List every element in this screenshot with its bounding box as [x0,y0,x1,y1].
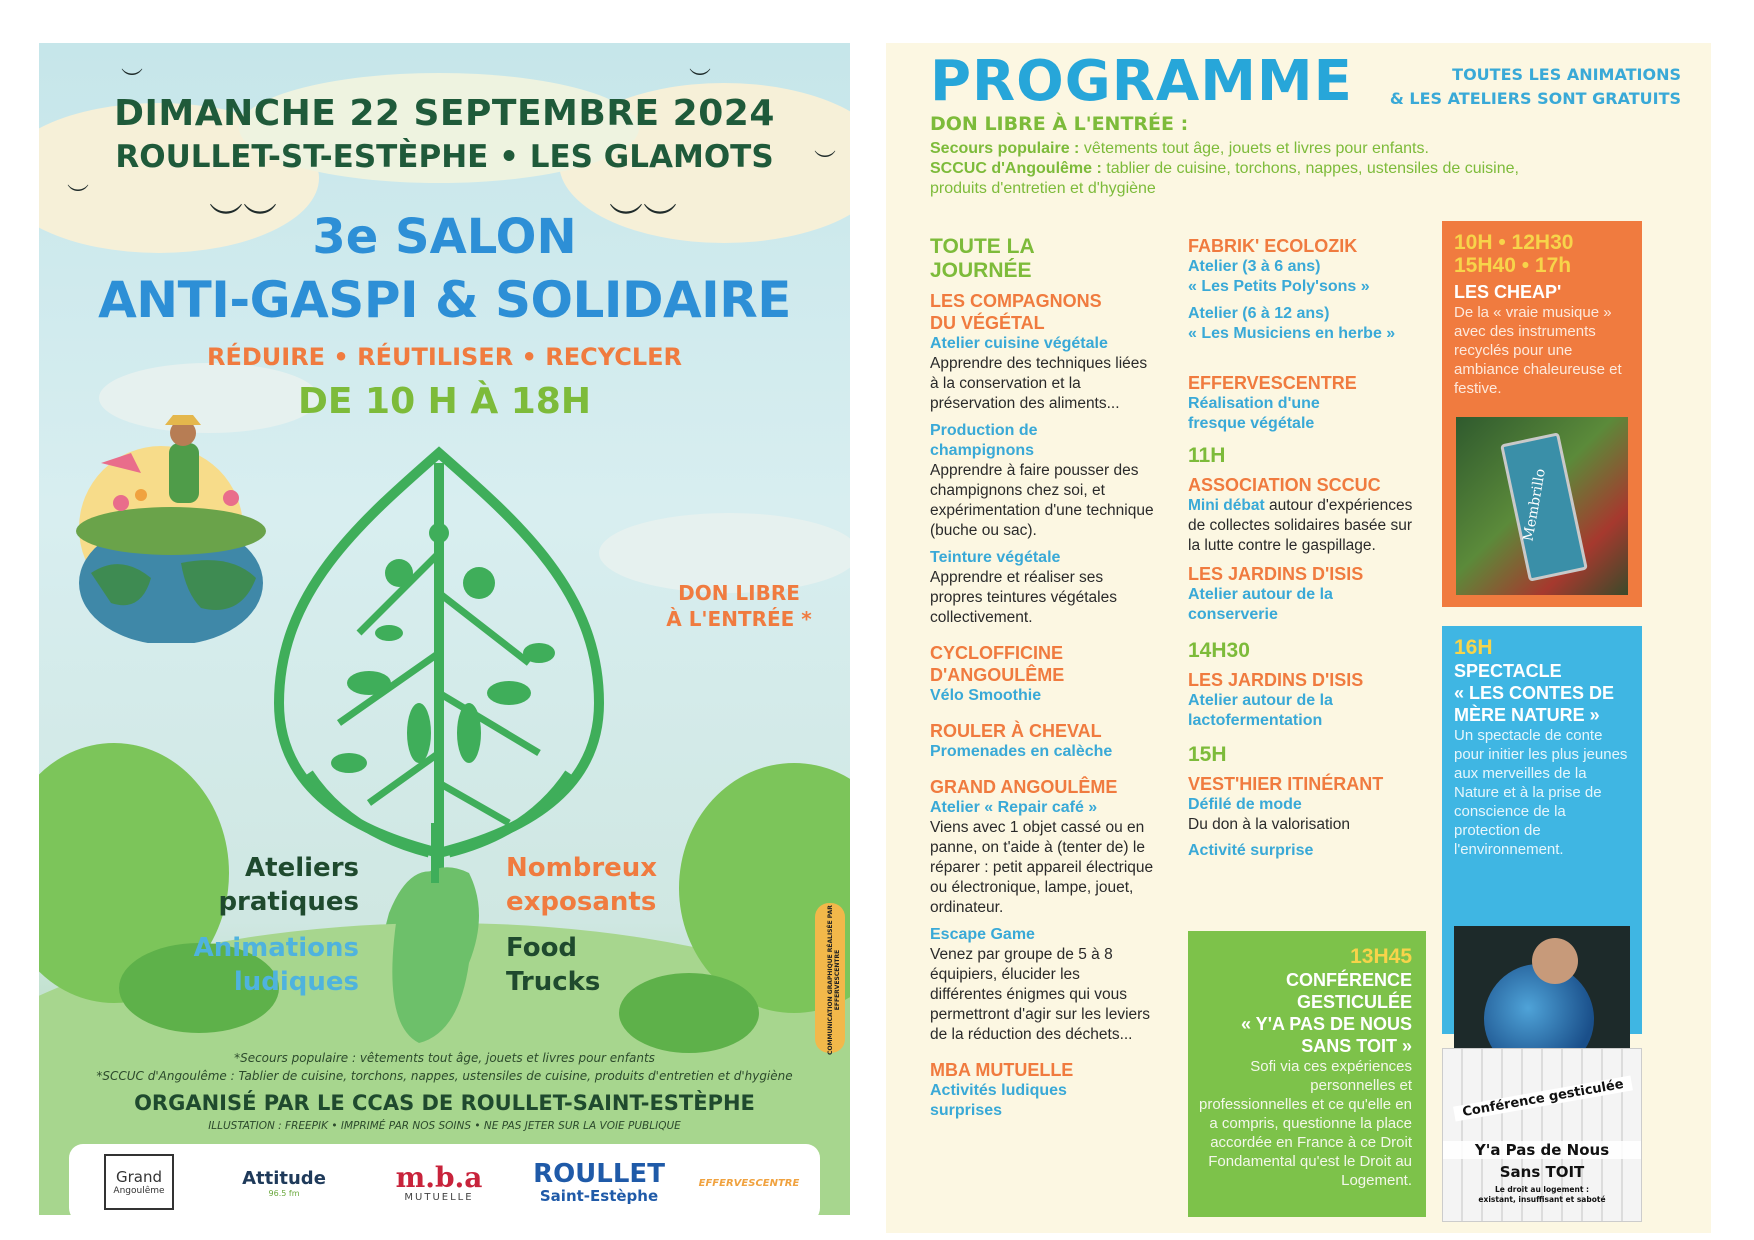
conference-poster [1442,1048,1642,1222]
defile-text: Défilé de mode [1188,796,1302,813]
assoc-heading: ASSOCIATION SCCUC [1188,475,1381,495]
cuisine-title: Atelier cuisine végétale [930,335,1108,352]
logo-attitude-sub: 96.5 fm [268,1189,300,1198]
programme-page [886,43,1711,1233]
feature-food [506,931,600,999]
mba-heading: MBA MUTUELLE [930,1060,1074,1080]
guitar-label: Membrillo [1520,467,1549,543]
don-valo-text: Du don à la valorisation [1188,816,1350,833]
cheap-time-1: 10H • 12H30 [1454,231,1574,254]
logo-attitude [229,1154,339,1212]
event-poster [39,43,850,1215]
spectacle-time: 16H [1454,636,1493,659]
spectacle-title-1: SPECTACLE [1454,661,1562,681]
poster-conf-line3: Sans TOIT [1499,1163,1585,1181]
musiciens-herbe: « Les Musiciens en herbe » [1188,325,1396,342]
logo-mba [369,1154,509,1212]
spectacle-title-3: MÈRE NATURE » [1454,705,1600,725]
time-15h: 15H [1188,743,1227,766]
don-sccuc-text: tablier de cuisine, torchons, nappes, ustensiles de cuisine, [1101,160,1519,177]
atelier-3-6: Atelier (3 à 6 ans) [1188,258,1321,275]
don-title: DON LIBRE À L'ENTRÉE : [930,113,1189,135]
compagnons-heading: LES COMPAGNONS DU VÉGÉTAL [930,291,1102,333]
organiser-line: ORGANISÉ PAR LE CCAS DE ROULLET-SAINT-ESTÈPHE [134,1091,755,1115]
cheval-heading: ROULER À CHEVAL [930,721,1102,741]
escape-title: Escape Game [930,926,1035,943]
conference-title-3: « Y'A PAS DE NOUS [1241,1014,1412,1034]
lacto-text: Atelier autour de la lactofermentation [1188,692,1333,729]
conference-text: Sofi via ces expériences personnelles et professionnelles et ce qu'elle en a compris, questionne la place accordée en France à ce Droit Fondamental qu'est le Droit au Logement. [1198,1058,1412,1189]
salon-title: ANTI-GASPI & SOLIDAIRE [98,271,791,329]
logo-roullet-text: ROULLET [533,1159,665,1189]
poster-conf-line2: Y'a Pas de Nous [1443,1141,1641,1159]
poster-conf-line4: Le droit au logement : [1494,1185,1590,1194]
isis1-heading: LES JARDINS D'ISIS [1188,564,1364,584]
repair-title: Atelier « Repair café » [930,799,1098,816]
free-notice [1390,63,1681,111]
program-column-1 [930,235,1155,1121]
guitar-shape [1500,432,1588,581]
don-secours-text: vêtements tout âge, jouets et livres pour enfants. [1079,140,1429,157]
cheap-time-2: 15H40 • 17h [1454,254,1572,277]
logo-effer-text: EFFERVESCENTRE [698,1177,800,1189]
bird-icon: ︶︶ [209,201,277,241]
bird-icon: ︶ [689,68,712,93]
mini-debat [1188,496,1418,556]
credit-vertical-text: COMMUNICATION GRAPHIQUE RÉALISÉE PAR EFFERVESCENTRE [827,905,841,1055]
effer-heading: EFFERVESCENTRE [1188,373,1357,393]
logo-roullet-sub: Saint-Estèphe [539,1187,659,1205]
don-details [930,139,1630,199]
mba-activities: Activités ludiques surprises [930,1082,1067,1119]
feature-animations-l1: Animations [193,933,359,963]
don-sccuc-text2: produits d'entretien et d'hygiène [930,180,1156,197]
logo-attitude-text: Attitude [242,1168,326,1189]
salon-number [39,209,850,265]
don-sccuc [930,159,1630,179]
event-date: DIMANCHE 22 SEPTEMBRE 2024 [114,93,775,134]
conserverie-text: Atelier autour de la conserverie [1188,586,1333,623]
program-column-2 [1188,235,1418,861]
champi-title: Production de champignons [930,422,1038,459]
bird-icon: ︶ [67,184,90,209]
spectacle-text: Un spectacle de conte pour initier les plus jeunes aux merveilles de la Nature et à la prise de conscience de la protection de l'environnement. [1454,727,1628,858]
fabrik-heading: FABRIK' ECOLOZIK [1188,236,1358,256]
mini-debat-label: Mini débat [1188,497,1265,514]
vest-heading: VEST'HIER ITINÉRANT [1188,774,1384,794]
free-notice-l1: TOUTES LES ANIMATIONS [1452,65,1681,84]
small-print: ILLUSTATION : FREEPIK • IMPRIMÉ PAR NOS SOINS • NE PAS JETER SUR LA VOIE PUBLIQUE [208,1120,681,1132]
don-libre-line2: À L'ENTRÉE * [666,607,812,631]
cheap-photo [1456,417,1628,595]
teinture-text: Apprendre et réaliser ses propres teintures végétales collectivement. [930,569,1117,626]
cheap-title: LES CHEAP' [1454,282,1562,302]
free-notice-l2: & LES ATELIERS SONT GRATUITS [1389,89,1681,108]
feature-ateliers-l2: pratiques [218,887,359,917]
logo-effervescentre [694,1154,804,1212]
conference-time: 13H45 [1350,945,1412,968]
event-place: ROULLET-ST-ESTÈPHE • LES GLAMOTS [115,139,774,175]
caleche-text: Promenades en calèche [930,743,1113,760]
atelier-6-12: Atelier (6 à 12 ans) [1188,305,1330,322]
mini-debat-text: autour d'expériences de collectes solidaires basée sur la lutte contre le gaspillage. [1188,497,1413,554]
bird-icon: ︶︶ [609,201,677,241]
tree-shape [619,973,759,1053]
poster-conf-line1: Conférence gesticulée [1453,1075,1633,1121]
bird-icon: ︶ [814,150,837,175]
teinture-title: Teinture végétale [930,549,1061,566]
storyteller-figure [1532,938,1578,984]
spectacle-box [1442,626,1642,1034]
programme-title: PROGRAMME [930,49,1353,114]
feature-exposants-l1: Nombreux [506,853,658,883]
conference-title-1: CONFÉRENCE [1285,970,1412,990]
champi-text: Apprendre à faire pousser des champignons chez soi, et expérimentation d'une technique (buche ou sac). [930,462,1154,539]
allday-heading: TOUTE LA JOURNÉE [930,235,1034,282]
feature-exposants-l2: exposants [506,887,657,917]
don-secours-label: Secours populaire : [930,140,1080,157]
grand-heading: GRAND ANGOULÊME [930,777,1118,797]
footnote-secours: *Secours populaire : vêtements tout âge, jouets et livres pour enfants [234,1051,655,1065]
logo-grand-angouleme [104,1154,174,1210]
sponsor-logos [69,1144,820,1215]
poster-conf-line5: existant, insuffisant et saboté [1478,1195,1606,1204]
logo-mba-sub: MUTUELLE [404,1191,474,1203]
conference-title-2: GESTICULÉE [1296,992,1412,1012]
don-sccuc-label: SCCUC d'Angoulême : [930,160,1102,177]
cuisine-text: Apprendre des techniques liées à la conservation et la préservation des aliments... [930,355,1148,412]
petits-polysons: « Les Petits Poly'sons » [1188,278,1370,295]
logo-mba-text: m.b.a [395,1160,483,1194]
feature-ateliers-l1: Ateliers [245,853,359,883]
salon-hours: DE 10 H À 18H [298,381,591,422]
conference-box [1188,931,1426,1217]
cyclo-heading: CYCLOFFICINE D'ANGOULÊME [930,643,1065,685]
bird-icon: ︶ [121,68,144,93]
salon-tagline: RÉDUIRE • RÉUTILISER • RECYCLER [206,343,683,371]
spectacle-title-2: « LES CONTES DE [1454,683,1615,703]
conference-title-4: SANS TOIT » [1301,1036,1412,1056]
feature-animations-l2: ludiques [233,967,359,997]
time-14h30: 14H30 [1188,639,1250,662]
feature-animations [169,931,359,999]
isis2-heading: LES JARDINS D'ISIS [1188,670,1364,690]
cheap-box [1442,221,1642,607]
salon-number-text: 3e SALON [312,209,577,265]
time-11h: 11H [1188,444,1226,467]
cheap-text: De la « vraie musique » avec des instruments recyclés pour une ambiance chaleureuse et festive. [1454,304,1622,397]
feature-exposants [506,851,657,919]
feature-food-l1: Food [506,933,578,963]
don-libre-line1: DON LIBRE [678,581,800,605]
surprise-text: Activité surprise [1188,842,1314,859]
feature-food-l2: Trucks [506,967,601,997]
feature-ateliers [199,851,359,919]
repair-text: Viens avec 1 objet cassé ou en panne, on t'aide à (tenter de) le réparer : petit appareil électrique ou électronique, lampe, jouet, ordinateur. [930,819,1154,916]
logo-angouleme-text: Angoulême [113,1186,165,1196]
escape-text: Venez par groupe de 5 à 8 équipiers, élucider les différentes énigmes qui vous permettront d'agir sur les leviers de la réduction des déchets... [930,946,1151,1043]
footnote-sccuc: *SCCUC d'Angoulême : Tablier de cuisine, torchons, nappes, ustensiles de cuisine, produits d'entretien et d'hygiène [96,1069,793,1083]
hand-holding-leaf [379,823,499,1053]
don-secours [930,139,1630,159]
logo-roullet [533,1154,665,1212]
fresque-text: Réalisation d'une fresque végétale [1188,395,1320,432]
logo-grand-text: Grand [115,1168,162,1186]
velo-text: Vélo Smoothie [930,687,1042,704]
